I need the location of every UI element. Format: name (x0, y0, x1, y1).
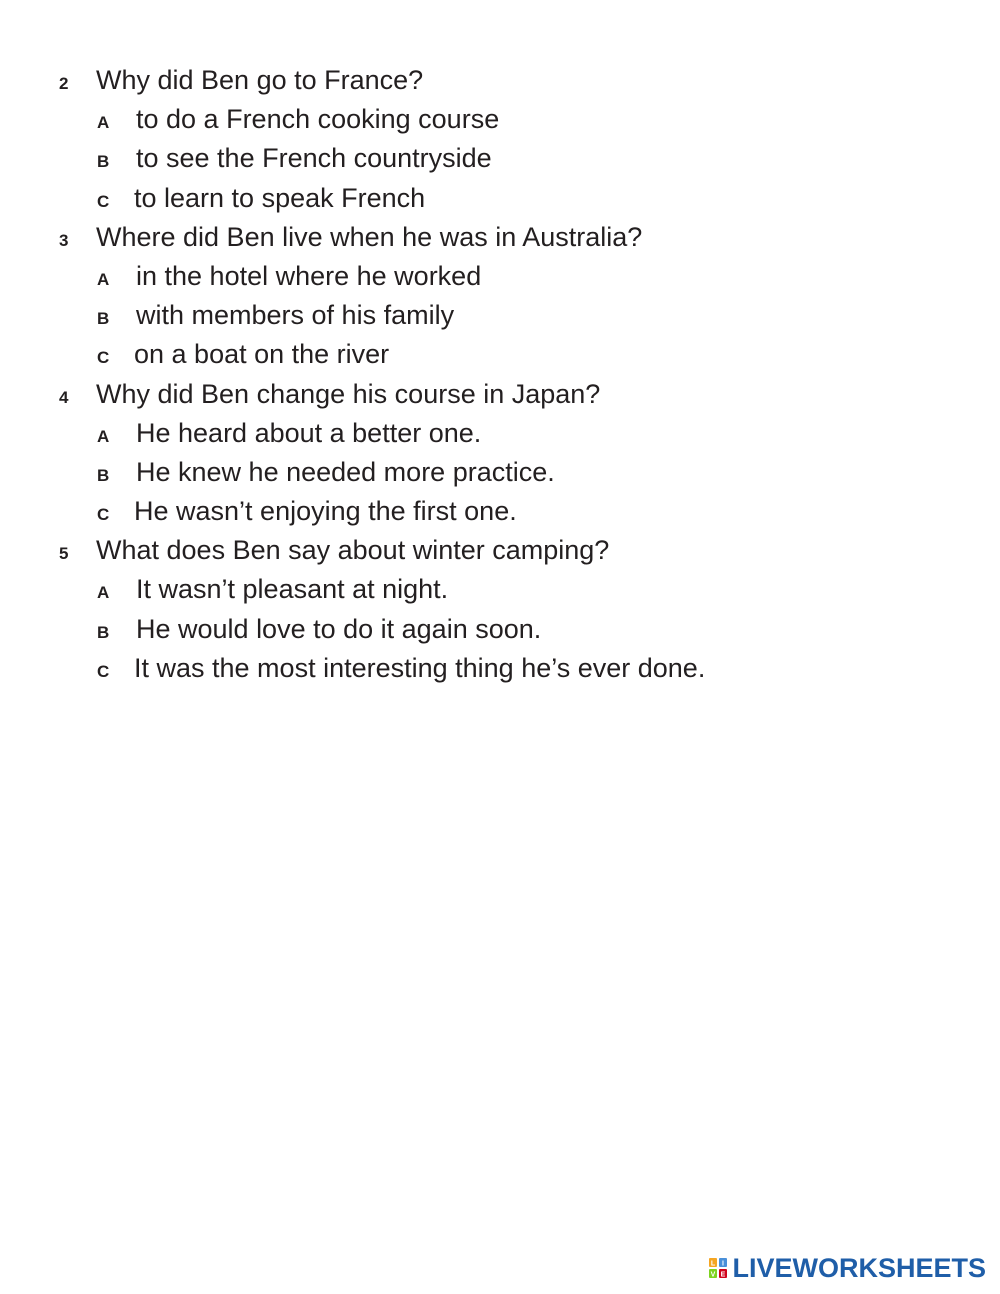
option-4b[interactable] (0, 454, 1000, 493)
question-number: 4 (59, 387, 69, 407)
option-text: He would love to do it again soon. (136, 613, 542, 644)
option-letter: A (97, 269, 110, 289)
question-3 (0, 219, 1000, 258)
question-number: 5 (59, 544, 69, 564)
option-2a[interactable] (0, 101, 1000, 140)
option-2c[interactable] (0, 180, 1000, 219)
question-2 (0, 62, 1000, 101)
liveworksheets-brand (708, 1253, 986, 1283)
option-text: in the hotel where he worked (136, 260, 482, 291)
option-5c[interactable] (0, 650, 1000, 689)
question-text: What does Ben say about winter camping? (96, 535, 610, 566)
svg-text:I: I (722, 1260, 725, 1268)
option-text: He heard about a better one. (136, 417, 482, 448)
liveworksheets-logo-icon (708, 1256, 728, 1280)
option-3b[interactable] (0, 297, 1000, 336)
option-letter: C (97, 505, 110, 525)
question-4 (0, 376, 1000, 415)
question-text: Why did Ben go to France? (96, 65, 424, 95)
option-letter: C (97, 348, 110, 368)
option-text: It was the most interesting thing he’s ever done. (134, 652, 706, 683)
option-text: He knew he needed more practice. (136, 456, 555, 487)
question-number: 3 (59, 230, 69, 250)
option-text: to do a French cooking course (136, 104, 500, 135)
question-5 (0, 532, 1000, 571)
option-text: to learn to speak French (134, 182, 426, 213)
option-letter: B (97, 465, 110, 485)
question-text: Where did Ben live when he was in Australia? (96, 221, 643, 252)
option-4c[interactable] (0, 493, 1000, 532)
option-letter: C (97, 191, 110, 211)
option-letter: A (97, 583, 110, 603)
svg-text:E: E (721, 1271, 726, 1279)
brand-name: LIVEWORKSHEETS (732, 1252, 986, 1283)
option-letter: B (97, 309, 110, 329)
option-4a[interactable] (0, 415, 1000, 454)
question-number: 2 (59, 74, 69, 93)
option-2b[interactable] (0, 140, 1000, 179)
option-text: It wasn’t pleasant at night. (136, 574, 449, 605)
option-letter: A (97, 113, 110, 133)
option-text: He wasn’t enjoying the first one. (134, 496, 517, 527)
svg-text:V: V (711, 1271, 716, 1279)
option-text: with members of his family (136, 300, 455, 331)
option-letter: B (97, 152, 110, 172)
option-5b[interactable] (0, 611, 1000, 650)
option-3a[interactable] (0, 258, 1000, 297)
option-3c[interactable] (0, 336, 1000, 375)
option-text: on a boat on the river (134, 339, 390, 370)
option-text: to see the French countryside (136, 143, 492, 174)
worksheet (0, 62, 1000, 689)
option-5a[interactable] (0, 571, 1000, 610)
option-letter: C (97, 661, 110, 681)
question-text: Why did Ben change his course in Japan? (96, 378, 601, 409)
option-letter: B (97, 622, 110, 642)
option-letter: A (97, 426, 110, 446)
svg-text:L: L (711, 1260, 716, 1268)
